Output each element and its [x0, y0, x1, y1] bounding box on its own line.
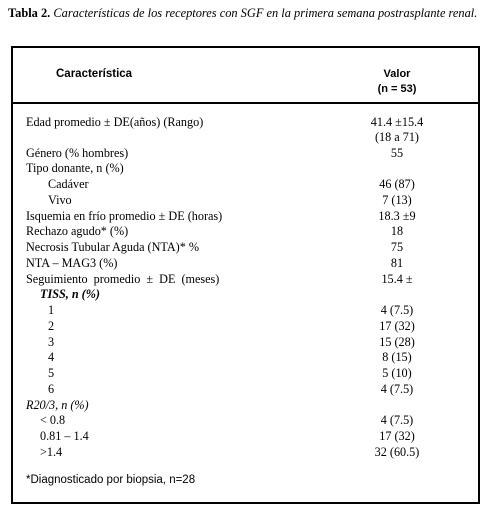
row-value: (18 a 71) [375, 130, 419, 144]
row-label: Tipo donante, n (%) [26, 161, 124, 175]
table-row [13, 382, 478, 396]
row-value: 81 [390, 256, 404, 270]
row-value: 5 (10) [382, 366, 412, 380]
row-value: 15.4 ± [381, 272, 413, 286]
table-row [13, 335, 478, 349]
row-value: 15 (28) [379, 335, 415, 349]
caption-text: Características de los receptores con SGF en la primera semana postrasplante renal. [53, 6, 478, 20]
table-row [13, 177, 478, 191]
row-value: 32 (60.5) [374, 445, 420, 459]
row-label: Género (% hombres) [26, 146, 129, 160]
row-value: 46 (87) [379, 177, 415, 191]
row-label: 1 [48, 303, 55, 317]
table-row [13, 319, 478, 333]
row-value: 18.3 ±9 [378, 209, 416, 223]
caption-label: Tabla 2. [8, 6, 51, 20]
row-value: 41.4 ±15.4 [370, 115, 424, 129]
table-row [13, 256, 478, 270]
header-characteristic: Característica [56, 68, 133, 80]
table-row [13, 161, 478, 175]
table-row [13, 130, 478, 144]
row-label: NTA – MAG3 (%) [26, 256, 118, 270]
row-label: TISS, n (%) [40, 287, 100, 301]
data-table [11, 46, 480, 504]
table-row [13, 445, 478, 459]
row-label: 5 [48, 366, 55, 380]
row-label: R20/3, n (%) [26, 398, 89, 412]
row-label: 2 [48, 319, 55, 333]
row-label: Cadáver [48, 177, 89, 191]
row-value: 17 (32) [379, 429, 415, 443]
row-label: Rechazo agudo* (%) [26, 224, 129, 238]
table-row [13, 398, 478, 412]
row-value: 55 [390, 146, 404, 160]
row-label: 6 [48, 382, 55, 396]
row-value: 75 [390, 240, 404, 254]
row-label: Isquemia en frío promedio ± DE (horas) [26, 209, 223, 223]
row-value: 18 [390, 224, 404, 238]
table-row [13, 115, 478, 129]
table-footnote: *Diagnosticado por biopsia, n=28 [26, 474, 196, 486]
row-label: 3 [48, 335, 55, 349]
row-label: < 0.8 [40, 413, 66, 427]
table-row [13, 193, 478, 207]
table-caption [8, 5, 486, 22]
table-row [13, 146, 478, 160]
table-row [13, 272, 478, 286]
header-value-n: (n = 53) [377, 83, 417, 95]
row-label: >1.4 [40, 445, 63, 459]
table-row [13, 224, 478, 238]
table-row [13, 287, 478, 301]
row-value: 7 (13) [382, 193, 412, 207]
row-label: Seguimiento promedio ± DE (meses) [26, 272, 220, 286]
row-value: 4 (7.5) [380, 413, 414, 427]
row-label: Vivo [48, 193, 72, 207]
table-row [13, 350, 478, 364]
row-label: Necrosis Tubular Aguda (NTA)* % [26, 240, 200, 254]
row-value: 8 (15) [382, 350, 412, 364]
row-value: 4 (7.5) [380, 382, 414, 396]
row-value: 17 (32) [379, 319, 415, 333]
header-separator [13, 102, 478, 104]
table-row [13, 209, 478, 223]
table-row [13, 413, 478, 427]
table-row [13, 429, 478, 443]
table-row [13, 366, 478, 380]
row-value: 4 (7.5) [380, 303, 414, 317]
table-row [13, 240, 478, 254]
row-label: Edad promedio ± DE(años) (Rango) [26, 115, 204, 129]
header-value-title: Valor [383, 68, 411, 80]
header-value [337, 67, 457, 97]
row-label: 0.81 – 1.4 [40, 429, 89, 443]
row-label: 4 [48, 350, 55, 364]
table-row [13, 303, 478, 317]
